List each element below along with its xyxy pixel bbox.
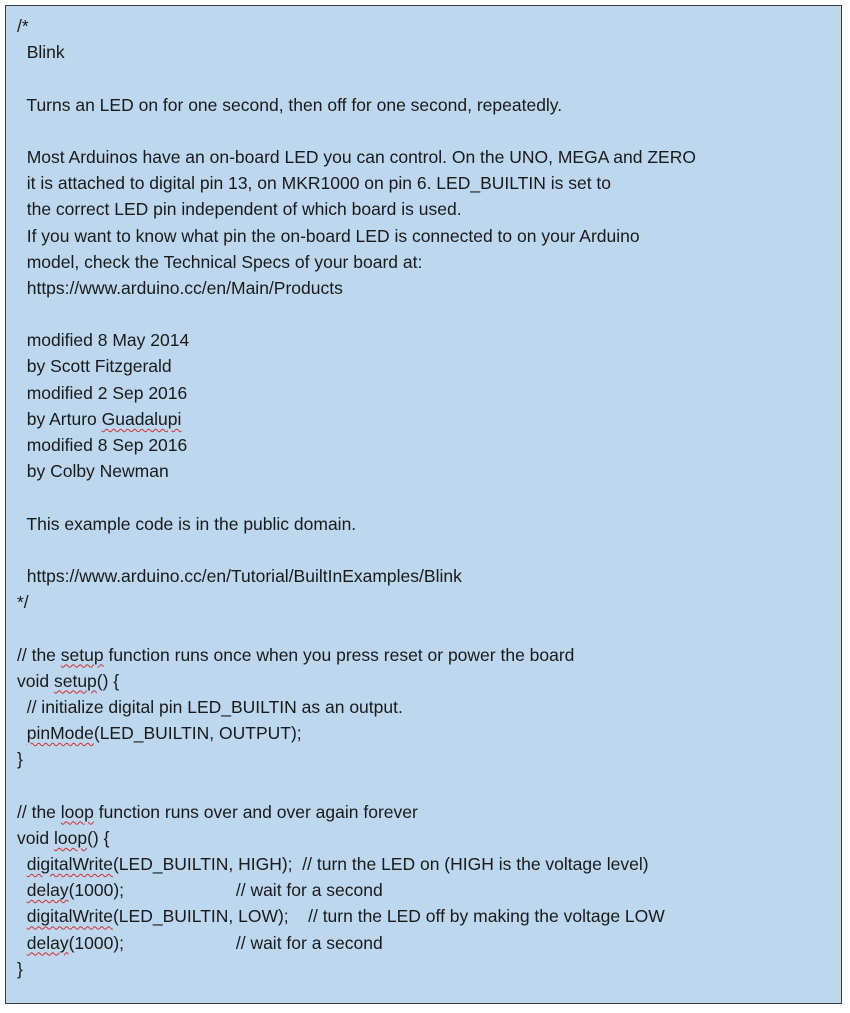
code-line: modified 8 May 2014 — [17, 330, 190, 351]
code-line — [17, 772, 696, 798]
code-line: model, check the Technical Specs of your board at: — [17, 251, 423, 272]
code-line: This example code is in the public domain. — [17, 513, 357, 534]
code-line: */ — [17, 592, 29, 613]
spellcheck-flagged-word: pinMode — [26, 723, 94, 744]
code-line — [17, 537, 696, 563]
spellcheck-flagged-word: Guadalupi — [101, 408, 182, 429]
code-line: the correct LED pin independent of which board is used. — [17, 199, 462, 220]
code-lines — [17, 13, 696, 982]
code-line: If you want to know what pin the on-board LED is connected to on your Arduino — [17, 225, 640, 246]
spellcheck-flagged-word: digitalWrite — [26, 854, 113, 874]
code-line: https://www.arduino.cc/en/Tutorial/BuiltInExamples/Blink — [17, 565, 462, 586]
code-line: // initialize digital pin LED_BUILTIN as an output. — [17, 696, 403, 717]
code-line — [17, 484, 696, 510]
spellcheck-flagged-word: loop — [53, 827, 88, 848]
code-line: by Scott Fitzgerald — [17, 356, 172, 377]
code-line: // the loop function runs over and over again forever — [17, 801, 418, 822]
code-line: by Arturo Guadalupi — [17, 408, 182, 429]
code-line: // the setup function runs once when you press reset or power the board — [17, 644, 575, 665]
spellcheck-flagged-word: loop — [60, 801, 94, 822]
spellcheck-flagged-word: setup — [53, 670, 97, 691]
code-line: Blink — [17, 42, 65, 63]
code-line — [17, 615, 696, 641]
code-document — [5, 5, 842, 1004]
spellcheck-flagged-word: delay — [26, 880, 69, 901]
code-line: digitalWrite(LED_BUILTIN, LOW); // turn the LED off by making the voltage LOW — [26, 906, 665, 927]
code-line — [17, 65, 696, 91]
code-line: it is attached to digital pin 13, on MKR1000 on pin 6. LED_BUILTIN is set to — [17, 173, 612, 194]
code-line: modified 8 Sep 2016 — [17, 435, 188, 455]
code-line: pinMode(LED_BUILTIN, OUTPUT); — [26, 723, 302, 744]
code-line: digitalWrite(LED_BUILTIN, HIGH); // turn the LED on (HIGH is the voltage level) — [26, 854, 649, 874]
code-line: delay(1000); // wait for a second — [26, 880, 383, 901]
code-line: https://www.arduino.cc/en/Main/Products — [17, 277, 343, 298]
code-line: } — [17, 749, 23, 770]
code-line: Turns an LED on for one second, then off for one second, repeatedly. — [17, 94, 563, 115]
code-line: } — [17, 958, 23, 979]
code-line — [17, 118, 696, 144]
code-line: /* — [17, 16, 29, 36]
code-line: void setup() { — [17, 670, 120, 691]
code-line: void loop() { — [17, 827, 110, 848]
spellcheck-flagged-word: digitalWrite — [26, 906, 113, 927]
code-line: by Colby Newman — [17, 461, 169, 482]
spellcheck-flagged-word: setup — [60, 644, 104, 665]
code-line: modified 2 Sep 2016 — [17, 382, 188, 403]
spellcheck-flagged-word: delay — [26, 932, 69, 953]
code-line — [17, 301, 696, 327]
code-line: Most Arduinos have an on-board LED you can control. On the UNO, MEGA and ZERO — [17, 146, 696, 167]
code-line: delay(1000); // wait for a second — [26, 932, 383, 953]
